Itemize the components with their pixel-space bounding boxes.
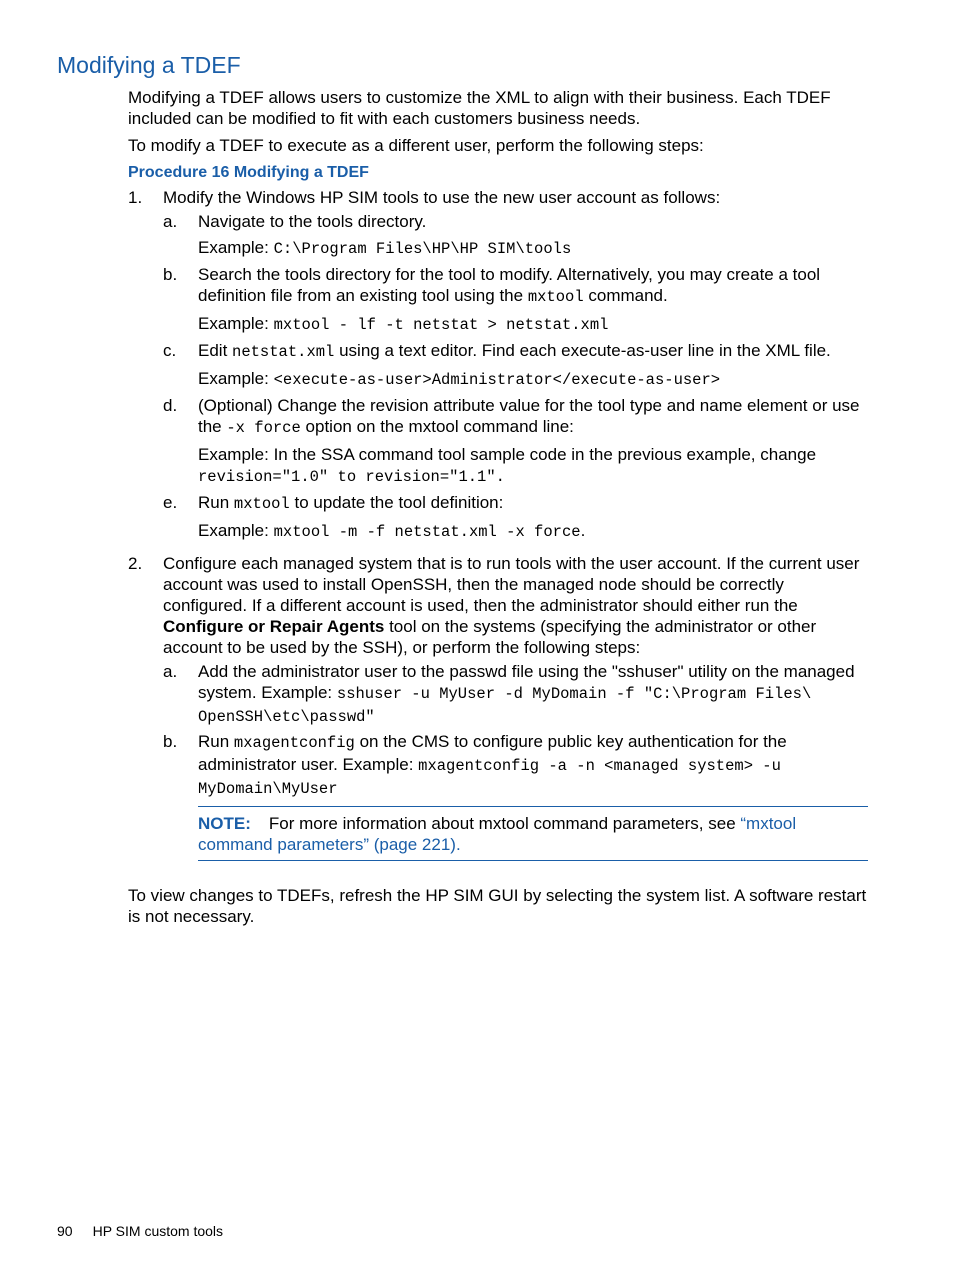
example-code: revision="1.0" to revision="1.1". [198, 468, 505, 486]
final-paragraph: To view changes to TDEFs, refresh the HP SIM GUI by selecting the system list. A software restart is not necessary. [128, 886, 867, 926]
page-number: 90 [57, 1223, 73, 1239]
substep-letter: b. [163, 732, 178, 751]
substep-letter: a. [163, 212, 178, 231]
footer-section: HP SIM custom tools [92, 1223, 224, 1239]
step-1-text: Modify the Windows HP SIM tools to use the new user account as follows: [163, 188, 721, 207]
example-1a [198, 237, 868, 260]
text-segment: on the CMS to configure public key authentication for the administrator user. Example: [198, 732, 787, 774]
example-label: Example: [198, 238, 269, 257]
text-segment: Run [198, 493, 230, 512]
text-segment: Add the administrator user to the passwd file using the "sshuser" utility on the managed system. Example: [198, 662, 855, 702]
text-segment: Search the tools directory for the tool to modify. Alternatively, you may create a tool definition file from an existing tool using the [198, 265, 821, 305]
example-code: C:\Program Files\HP\HP SIM\tools [273, 240, 572, 258]
intro-paragraph-2: To modify a TDEF to execute as a different user, perform the following steps: [128, 136, 704, 155]
example-code: mxtool - lf -t netstat > netstat.xml [273, 316, 609, 334]
substep-1c-text [198, 340, 868, 363]
substep-1e-text [198, 492, 868, 515]
inline-code: sshuser -u MyUser -d MyDomain -f "C:\Program Files\ OpenSSH\etc\passwd" [198, 685, 812, 726]
substep-letter: b. [163, 265, 178, 284]
substep-1a [163, 211, 868, 260]
substep-1d [163, 395, 868, 488]
note-label: NOTE: [198, 814, 251, 833]
substep-1c [163, 340, 868, 391]
substep-letter: c. [163, 341, 177, 360]
page-title: Modifying a TDEF [57, 52, 241, 78]
step-number: 2. [128, 554, 143, 573]
text-segment: . [580, 521, 586, 540]
cross-reference-link[interactable]: “mxtool command parameters” (page 221) [198, 814, 797, 854]
example-label: Example: [198, 369, 269, 388]
example-code: mxtool -m -f netstat.xml -x force [273, 523, 581, 541]
substep-2a [163, 661, 868, 728]
text-segment: using a text editor. Find each execute-as-user line in the XML file. [339, 341, 831, 360]
substep-1a-text: Navigate to the tools directory. [198, 212, 427, 231]
inline-code: mxagentconfig -a -n <managed system> -u MyDomain\MyUser [198, 757, 781, 798]
substep-2b [163, 731, 868, 861]
text-segment: Run [198, 732, 230, 751]
inline-code: -x force [226, 419, 301, 437]
substep-1e [163, 492, 868, 543]
text-segment: Configure each managed system that is to run tools with the user account. If the current user account was used to install OpenSSH, then the managed node should be correctly configured. If a different account is used, then the administrator should either run the [163, 554, 860, 615]
substep-letter: e. [163, 493, 178, 512]
page-footer [57, 1223, 223, 1239]
inline-code: netstat.xml [232, 343, 335, 361]
inline-code: mxtool [233, 495, 290, 513]
example-1d [198, 444, 868, 488]
procedure-title: Procedure 16 Modifying a TDEF [128, 164, 369, 181]
inline-code: mxtool [527, 288, 584, 306]
substep-2b-text [198, 731, 868, 800]
example-1e [198, 520, 868, 543]
example-code: <execute-as-user>Administrator</execute-as-user> [273, 371, 721, 389]
intro-paragraph-1: Modifying a TDEF allows users to customize the XML to align with their business. Each TDEF included can be modified to fit with each customers business needs. [128, 88, 831, 128]
main-content [128, 87, 868, 927]
text-segment: command. [588, 286, 668, 305]
substep-1b-text [198, 264, 868, 308]
example-1b [198, 313, 868, 336]
example-label: Example: [198, 521, 269, 540]
step-2-text [163, 553, 868, 658]
bold-term: Configure or Repair Agents [163, 617, 385, 636]
step-number: 1. [128, 188, 143, 207]
substep-letter: d. [163, 396, 178, 415]
note-box [198, 806, 868, 861]
example-label: Example: [198, 314, 269, 333]
inline-code: mxagentconfig [233, 734, 355, 752]
example-text: Example: In the SSA command tool sample code in the previous example, change [198, 445, 817, 464]
substep-1d-text [198, 395, 868, 439]
substep-1b [163, 264, 868, 336]
text-segment: option on the mxtool command line: [305, 417, 574, 436]
substep-2a-text [198, 661, 868, 728]
text-segment: . [455, 835, 461, 854]
text-segment: to update the tool definition: [294, 493, 504, 512]
step-2 [128, 553, 868, 861]
step-1 [128, 187, 868, 543]
note-text: For more information about mxtool command parameters, see [268, 814, 736, 833]
substep-letter: a. [163, 662, 178, 681]
example-1c [198, 368, 868, 391]
text-segment: Edit [198, 341, 228, 360]
text-segment: tool on the systems (specifying the administrator or other account to be used by the SSH), or perform the following steps: [163, 617, 817, 657]
text-segment: (Optional) Change the revision attribute value for the tool type and name element or use the [198, 396, 860, 436]
